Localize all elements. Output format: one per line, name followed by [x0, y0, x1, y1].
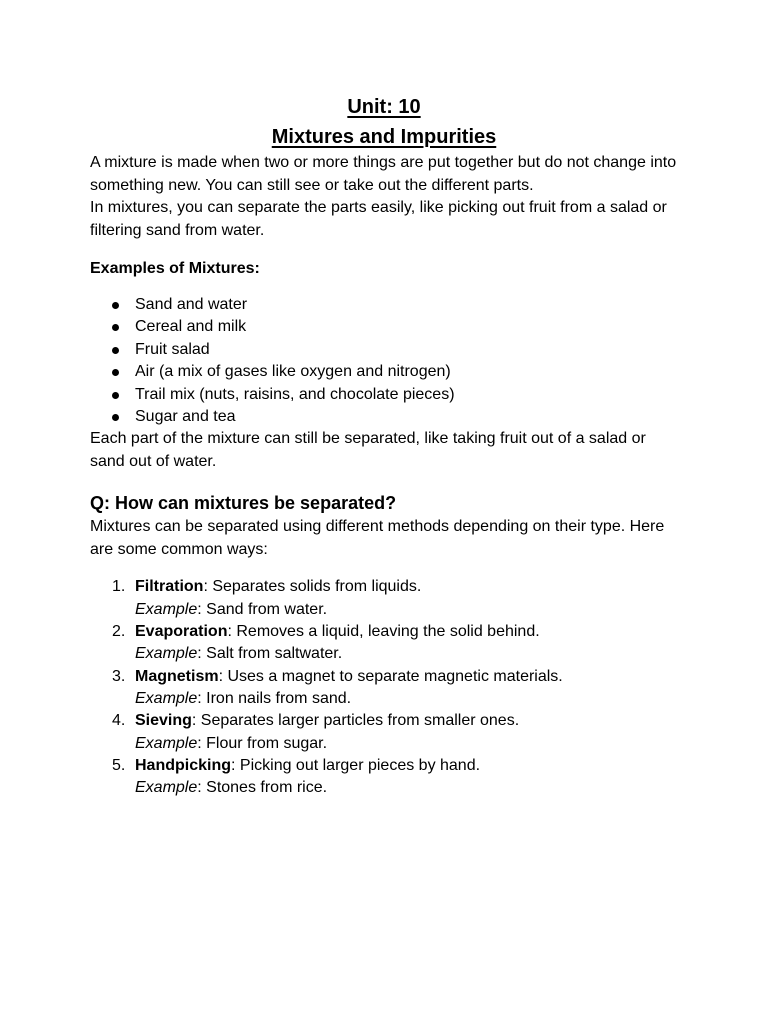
method-item-handpicking — [90, 755, 678, 800]
example-text: : Stones from rice. — [197, 779, 328, 797]
method-description: : Picking out larger pieces by hand. — [231, 756, 481, 774]
method-name: Magnetism — [135, 667, 219, 685]
bullet-icon — [112, 347, 119, 354]
answer-intro: Mixtures can be separated using different methods depending on their type. Here are some common ways: — [90, 518, 665, 558]
separation-note: Each part of the mixture can still be separated, like taking fruit out of a salad or sand out of water. — [90, 430, 646, 470]
method-number: 4. — [112, 712, 126, 730]
bullet-icon — [112, 392, 119, 399]
bullet-icon — [112, 302, 119, 309]
method-example — [135, 777, 678, 799]
method-description: : Separates solids from liquids. — [203, 578, 422, 596]
examples-heading: Examples of Mixtures: — [90, 260, 260, 277]
method-description: : Uses a magnet to separate magnetic materials. — [218, 667, 563, 685]
example-text: : Flour from sugar. — [197, 734, 328, 752]
method-description: : Separates larger particles from smaller ones. — [191, 712, 520, 730]
example-label: Example — [135, 645, 198, 663]
list-item-text: Fruit salad — [135, 340, 210, 358]
method-name: Handpicking — [135, 756, 232, 774]
method-example — [135, 688, 678, 710]
bullet-icon — [112, 324, 119, 331]
method-number: 2. — [112, 623, 126, 641]
example-text: : Iron nails from sand. — [197, 689, 352, 707]
method-item-filtration — [90, 576, 678, 621]
list-item-text: Sand and water — [135, 296, 248, 313]
example-label: Example — [135, 734, 198, 752]
method-example — [135, 599, 678, 621]
topic-title: Mixtures and Impurities — [271, 126, 497, 148]
question-heading: Q: How can mixtures be separated? — [90, 493, 397, 514]
list-item — [90, 316, 678, 338]
method-description: : Removes a liquid, leaving the solid behind. — [227, 623, 540, 641]
example-label: Example — [135, 779, 198, 797]
method-item-sieving — [90, 710, 678, 755]
unit-title: Unit: 10 — [347, 96, 421, 118]
list-item — [90, 384, 678, 406]
method-item-magnetism — [90, 666, 678, 711]
example-text: : Sand from water. — [197, 600, 328, 618]
methods-list — [90, 576, 678, 799]
list-item — [90, 361, 678, 383]
method-example — [135, 733, 678, 755]
method-example — [135, 643, 678, 665]
list-item-text: Sugar and tea — [135, 408, 236, 426]
bullet-icon — [112, 414, 119, 421]
method-name: Filtration — [135, 578, 204, 596]
intro-paragraph-2: In mixtures, you can separate the parts easily, like picking out fruit from a salad or filtering sand from water. — [90, 199, 667, 239]
list-item — [90, 339, 678, 361]
examples-list — [90, 294, 678, 428]
method-name: Sieving — [135, 712, 192, 730]
example-label: Example — [135, 600, 198, 618]
method-number: 5. — [112, 756, 126, 774]
list-item-text: Air (a mix of gases like oxygen and nitrogen) — [135, 363, 451, 381]
example-text: : Salt from saltwater. — [197, 645, 343, 663]
bullet-icon — [112, 369, 119, 376]
intro-paragraph-1: A mixture is made when two or more things are put together but do not change into something new. You can still see or take out the different parts. — [90, 154, 677, 194]
list-item — [90, 294, 678, 316]
method-number: 1. — [112, 578, 126, 596]
list-item — [90, 406, 678, 428]
list-item-text: Trail mix (nuts, raisins, and chocolate pieces) — [135, 385, 455, 403]
list-item-text: Cereal and milk — [135, 318, 247, 336]
method-name: Evaporation — [135, 623, 228, 641]
method-number: 3. — [112, 667, 126, 685]
example-label: Example — [135, 689, 198, 707]
method-item-evaporation — [90, 621, 678, 666]
